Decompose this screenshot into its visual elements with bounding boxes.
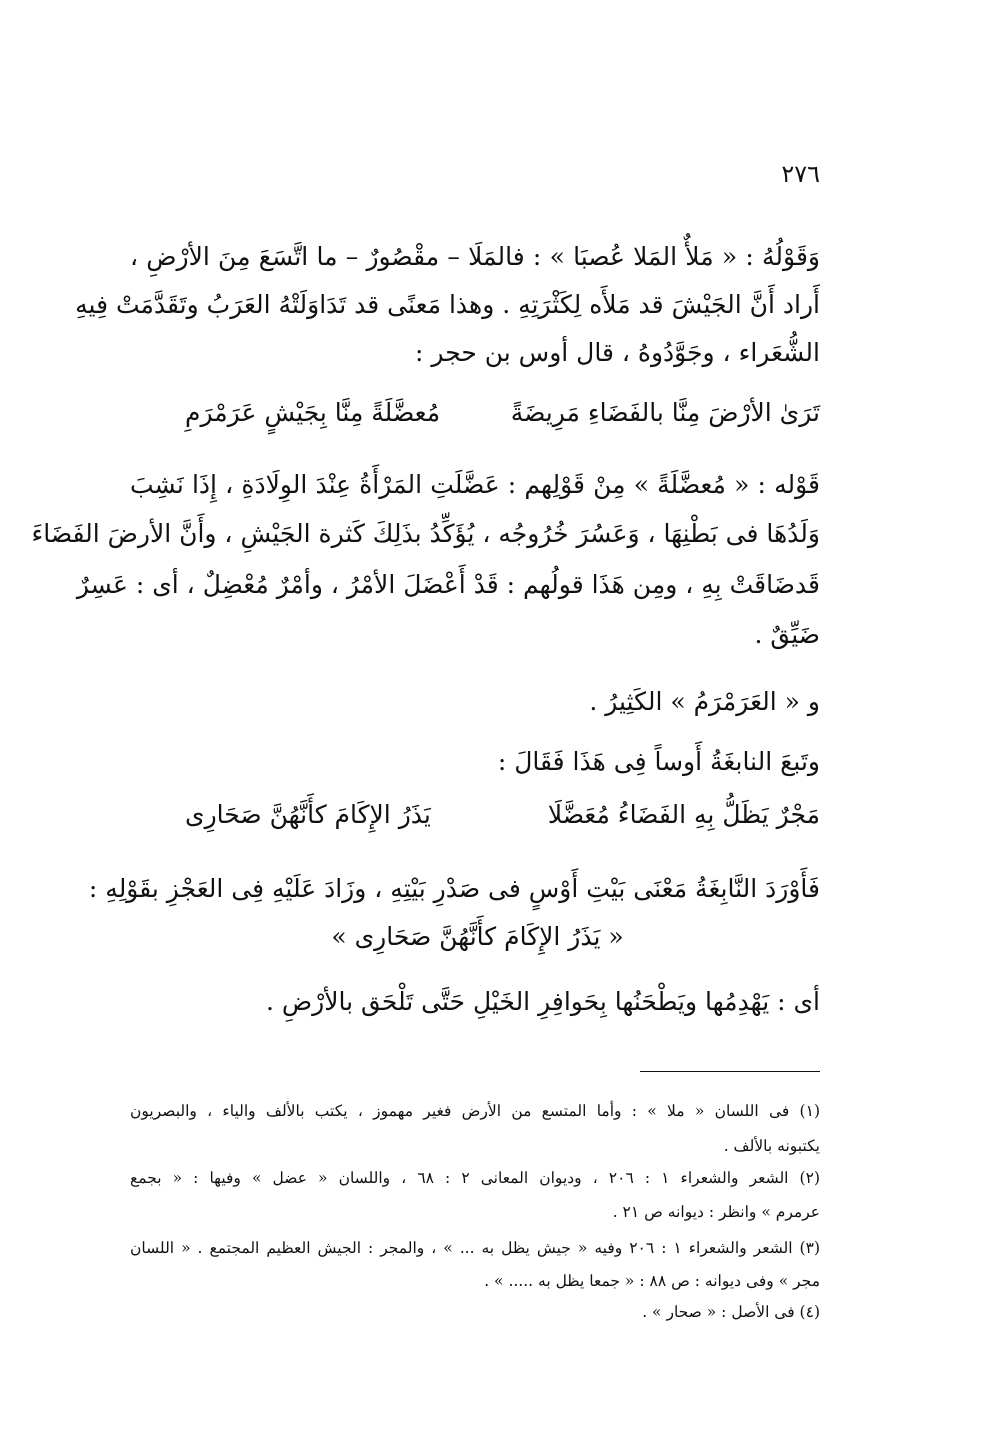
footnote-line: (٣) الشعر والشعراء ١ : ٢٠٦ وفيه « جيش يظل به ... » ، والمجر : الجيش العظيم المجتمع . « اللسان — [130, 1239, 820, 1257]
body-line: وتَبعَ النابغَةُ أَوساً فِى هَذَا فَقَالَ : — [497, 747, 820, 776]
body-line: وَلَدُهَا فى بَطْنِهَا ، وَعَسُرَ خُرُوجُه ، يُؤَكِّدُ بذَلِكَ كَثرة الجَيْشِ ، وأَنَّ الأرضَ الفَضَاءَ — [31, 519, 820, 548]
body-line: الشُّعَراء ، وجَوَّدُوهُ ، قال أوس بن حجر : — [415, 338, 820, 367]
body-line: وَقَوْلُهُ : « مَلأٌ المَلا عُصبَا » : فالمَلَا – مقْصُورٌ – ما اتَّسَعَ مِنَ الأرْضِ ، — [130, 242, 820, 271]
footnote-line: (١) فى اللسان « ملا » : وأما المتسع من الأرض فغير مهموز ، يكتب بالألف والياء ، والبصريون — [130, 1102, 820, 1120]
footnote-line: (٢) الشعر والشعراء ١ : ٢٠٦ ، وديوان المعانى ٢ : ٦٨ ، واللسان « عضل » وفيها : « بجمع — [130, 1169, 820, 1187]
footnote-divider — [640, 1071, 820, 1072]
body-line: ضَيِّقٌ . — [754, 620, 820, 649]
footnote-line: مجر » وفى ديوانه : ص ٨٨ : « جمعا يظل به ..... » . — [484, 1272, 820, 1290]
page-number: ٢٧٦ — [781, 160, 820, 188]
footnote-line: (٤) فى الأصل : « صحار » . — [642, 1303, 820, 1321]
verse-hemistich-second: مُعضَّلَةً مِنَّا بِجَيْشٍ عَرَمْرَمِ — [185, 398, 441, 427]
body-line: « يَذَرُ الإِكَامَ كأَنَّهُنَّ صَحَارِى » — [331, 922, 624, 951]
verse-hemistich-first: تَرَىٰ الأرْضَ مِنَّا بالفَضَاءِ مَرِيضَةً — [510, 398, 820, 427]
verse-hemistich-second: يَذَرُ الإِكَامَ كأَنَّهُنَّ صَحَارِى — [185, 800, 431, 829]
body-line: و « العَرَمْرَمُ » الكَثِيرُ . — [589, 687, 820, 716]
footnote-line: يكتبونه بالألف . — [723, 1137, 820, 1155]
verse-hemistich-first: مَجْرٌ يَظَلُّ بِهِ الفَضَاءُ مُعَضَّلَا — [547, 800, 820, 829]
body-line: أَراد أَنَّ الجَيْشَ قد مَلأَه لِكَثْرَتِهِ . وهذا مَعنًى قد تَدَاوَلَتْهُ العَرَبُ وتَقَدَّمَتْ فِيهِ — [75, 290, 820, 319]
body-line: فَأَوْرَدَ النَّابِغَةُ مَعْنَى بَيْتِ أَوْسٍ فى صَدْرِ بَيْتِهِ ، وزَادَ عَلَيْهِ فِى العَجْزِ بقَوْلِهِ : — [88, 874, 820, 903]
body-line: قَدضَاقَتْ بِهِ ، ومِن هَذَا قولُهم : قَدْ أَعْضَلَ الأمْرُ ، وأمْرٌ مُعْضِلٌ ، أى : عَسِرٌ — [76, 570, 820, 599]
body-line: أى : يَهْدِمُها ويَطْحَنُها بِحَوافِرِ الخَيْلِ حَتَّى تَلْحَق بالأرْضِ . — [266, 987, 820, 1016]
body-line: قَوْله : « مُعضَّلَةً » مِنْ قَوْلِهم : عَضَّلَتِ المَرْأَةُ عِنْدَ الوِلَادَةِ ، إِذَا نَشِبَ — [130, 470, 820, 499]
footnote-line: عرمرم » وانظر : ديوانه ص ٢١ . — [612, 1203, 820, 1221]
